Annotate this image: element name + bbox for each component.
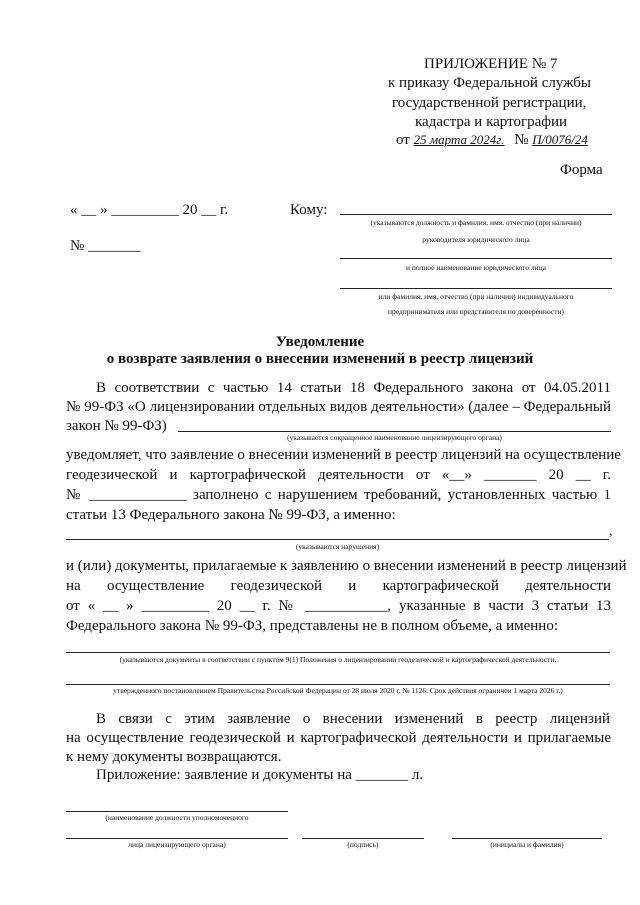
position-hint-a: (наименование должности уполномоченного <box>105 813 249 822</box>
docs-line-1 <box>66 652 610 653</box>
p2-line-2: геодезической и картографической деятельности от «__» _______ 20 __ г. <box>66 467 611 483</box>
recipient-line-1 <box>340 214 612 215</box>
p3-line-4: Федерального закона № 99-ФЗ, представлены не в полном объеме, а именно: <box>66 618 558 634</box>
notice-subtitle: о возврате заявления о внесении изменений в реестр лицензий <box>106 351 534 367</box>
number-handwritten: П/0076/24 <box>532 132 588 147</box>
form-label: Форма <box>560 162 603 178</box>
docs-hint-2: утвержденного постановлением Правительства Российской Федерации от 28 июля 2020 г. № 1126. Срок действия ограничен 1 марта 2026 г.) <box>113 686 563 695</box>
recipient-line-2 <box>340 258 612 259</box>
p2-line-4: статьи 13 Федерального закона № 99-ФЗ, а именно: <box>66 507 396 523</box>
position-hint-b: лица лицензирующего органа) <box>128 840 226 849</box>
p2-line-1: уведомляет, что заявление о внесении изменений в реестр лицензий на осуществление <box>66 447 621 463</box>
p4-line-2: на осуществление геодезической и картографической деятельности и прилагаемые <box>66 730 611 746</box>
signature-hint: (подпись) <box>347 840 379 849</box>
initials-line <box>452 838 602 839</box>
appendix-line-1: к приказу Федеральной службы <box>388 75 592 91</box>
order-date-number <box>396 132 588 149</box>
recipient-hint-3b: предпринимателя или представителя по доверенности) <box>387 307 565 316</box>
position-line-1 <box>66 811 288 812</box>
p3-line-2: на осуществление геодезической и картографической деятельности <box>66 578 611 594</box>
recipient-line-3 <box>340 288 612 289</box>
p3-line-3: от « __ » _________ 20 __ г. № ___________, указанные в части 3 статьи 13 <box>66 598 611 614</box>
notice-title: Уведомление <box>275 334 365 350</box>
authority-hint: (указывается сокращенное наименование лицензирующего органа) <box>287 433 502 442</box>
date-handwritten: 25 марта 2024г. <box>413 132 505 147</box>
p1-line-3: закон № 99-ФЗ) <box>66 418 167 434</box>
recipient-hint-2: и полное наименование юридического лица <box>406 263 546 272</box>
docs-line-2 <box>66 684 610 685</box>
violations-hint: (указываются нарушения) <box>295 542 380 551</box>
notice-date-template: « __ » _________ 20 __ г. <box>70 202 229 218</box>
recipient-hint-1a: (указываются должность и фамилия, имя, отчество (при наличии) <box>370 218 582 227</box>
recipient-hint-1b: руководителя юридического лица <box>422 235 530 244</box>
p4-line-3: к нему документы возвращаются. <box>66 749 282 765</box>
number-prefix: № <box>514 132 529 148</box>
p1-line-2: № 99-ФЗ «О лицензировании отдельных видов деятельности» (далее – Федеральный <box>66 399 611 415</box>
p2-line-3: № _____________ заполнено с нарушением требований, установленных частью 1 <box>66 487 611 503</box>
to-label: Кому: <box>290 202 328 218</box>
docs-hint-1: (указываются документы в соответствии с пунктом 9(1) Положения о лицензировании геодезической и картографической деятельности, <box>119 655 557 664</box>
signature-line <box>302 838 424 839</box>
notice-number-template: № _______ <box>70 238 141 254</box>
p1-line-1: В соответствии с частью 14 статьи 18 Федерального закона от 04.05.2011 <box>96 380 611 396</box>
appendix-line-2: государственной регистрации, <box>392 95 587 111</box>
appendix-title: ПРИЛОЖЕНИЕ № 7 <box>424 56 558 72</box>
p4-line-1: В связи с этим заявление о внесении изменений в реестр лицензий <box>96 711 610 727</box>
violations-line <box>66 539 609 540</box>
position-line-2 <box>66 838 288 839</box>
violations-comma: , <box>609 524 613 539</box>
attachment-line: Приложение: заявление и документы на _______ л. <box>96 767 424 783</box>
recipient-hint-3a: или фамилия, имя, отчество (при наличии) индивидуального <box>378 292 574 301</box>
appendix-line-3: кадастра и картографии <box>415 114 568 130</box>
initials-hint: (инициалы и фамилия) <box>490 840 564 849</box>
authority-line <box>178 431 611 432</box>
p3-line-1: и (или) документы, прилагаемые к заявлению о внесении изменений в реестр лицензий <box>66 558 627 574</box>
date-prefix: от <box>396 132 410 148</box>
